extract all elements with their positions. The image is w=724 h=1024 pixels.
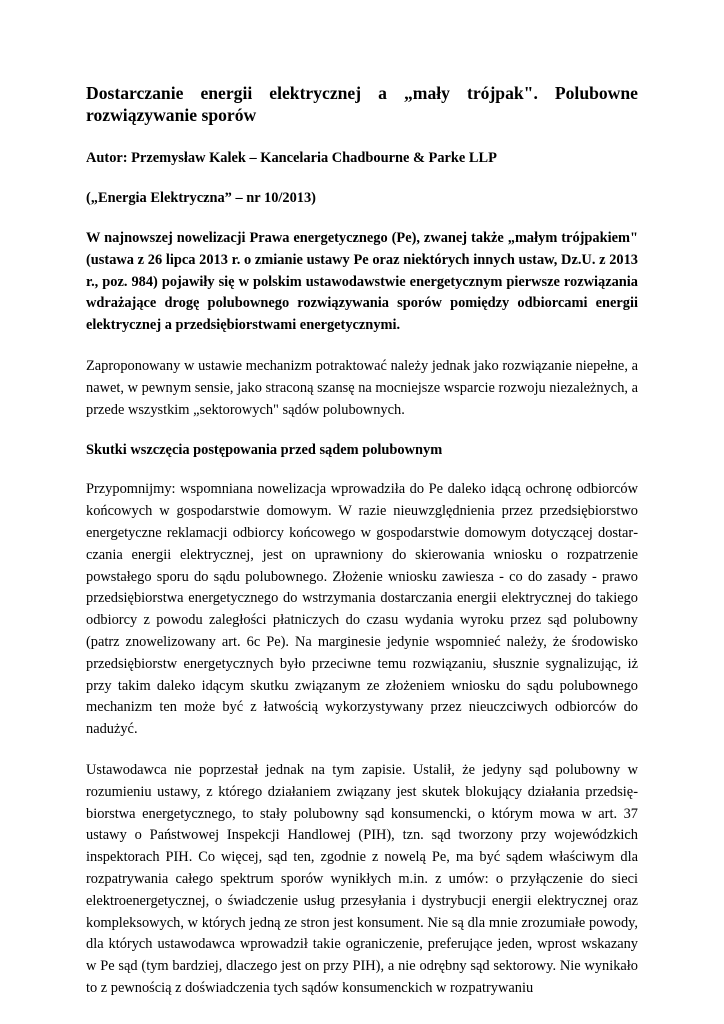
source-line: („Energia Elektryczna” – nr 10/2013) (86, 190, 316, 206)
section-heading: Skutki wszczęcia postępowania przed sądem polubownym (86, 442, 443, 459)
body-paragraph-1: Zaproponowany w ustawie mechanizm potraktować należy jednak jako rozwiązanie niepełne, a nawet, w pewnym sensie, jako straconą szansę na mocniejsze wsparcie rozwoju niezależnych, a przede wszystkim „sektorowych" sądów polubownych. (86, 357, 638, 418)
author-line: Autor: Przemysław Kalek – Kancelaria Chadbourne & Parke LLP (86, 150, 497, 166)
document-title: Dostarczanie energii elektrycznej a „mały trójpak". Polubowne rozwiązywanie sporów (86, 83, 638, 125)
lead-paragraph: W najnowszej nowelizacji Prawa energetycznego (Pe), zwanej także „małym trójpakiem" (ustawa z 26 lipca 2013 r. o zmianie ustawy Pe oraz niektórych innych ustaw, Dz.U. z 2013 r., poz. 984) pojawiły się w polskim ustawodawstwie energetycznym pierwsze rozwiązania wdrażające drogę polubownego rozwiązywania sporów pomiędzy odbiorcami energii elektrycznej a przedsiębiorstwami energetycznymi. (86, 230, 638, 334)
body-paragraph-3: Ustawodawca nie poprzestał jednak na tym zapisie. Ustalił, że jedyny sąd polubowny w rozumieniu ustawy, z którego działaniem związany jest skutek blokujący działania przedsiębiorstwa energetycznego, to stały polubowny sąd konsumencki, o którym mowa w art. 37 ustawy o Państwowej Inspekcji Handlowej (PIH), tzn. sąd tworzony przy wojewódzkich inspektorach PIH. Co więcej, sąd ten, zgodnie z nowelą Pe, ma być sądem właściwym dla rozpatrywania całego spektrum sporów wynikłych m.in. z umów: o przyłączenie do sieci elektroenergetycznej, o świadczenie usług przesyłania i dystrybucji energii elektrycznej oraz kompleksowych, w których jedną ze stron jest konsument. Nie są dla mnie zrozumiałe powody, dla których ustawodawca wprowadził takie ograniczenie, preferujące jeden, wprost wskazany w Pe sąd (tym bardziej, dlaczego jest on przy PIH), a nie odrębny sąd sektorowy. Nie wynikało to z pewnością z doświadczenia tych sądów konsumenckich w rozpatrywaniu (86, 761, 638, 996)
body-paragraph-2: Przypomnijmy: wspomniana nowelizacja wprowadziła do Pe daleko idącą ochronę odbiorców końcowych w gospodarstwie domowym. W razie nieuwzględnienia przez przedsiębiorstwo energetyczne reklamacji odbiorcy końcowego w gospodarstwie domowym dotyczącej dostarczania energii elektrycznej, jest on uprawniony do skierowania wniosku o rozpatrzenie powstałego sporu do sądu polubownego. Złożenie wniosku zawiesza - co do zasady - prawo przedsiębiorstwa energetycznego do wstrzymania dostarczania energii elektrycznej do takiego odbiorcy z powodu zaległości płatniczych do czasu wydania wyroku przez sąd polubowny (patrz znowelizowany art. 6c Pe). Na marginesie jedynie wspomnieć należy, że środowisko przedsiębiorstw energetycznych było przeciwne temu rozwiązaniu, słusznie sygnalizując, iż przy takim daleko idącym skutku związanym ze złożeniem wniosku do sądu polubownego mechanizm ten może być z łatwością wykorzystywany przez nieuczciwych odbiorców do nadużyć. (86, 481, 638, 738)
document-page (86, 82, 638, 1000)
